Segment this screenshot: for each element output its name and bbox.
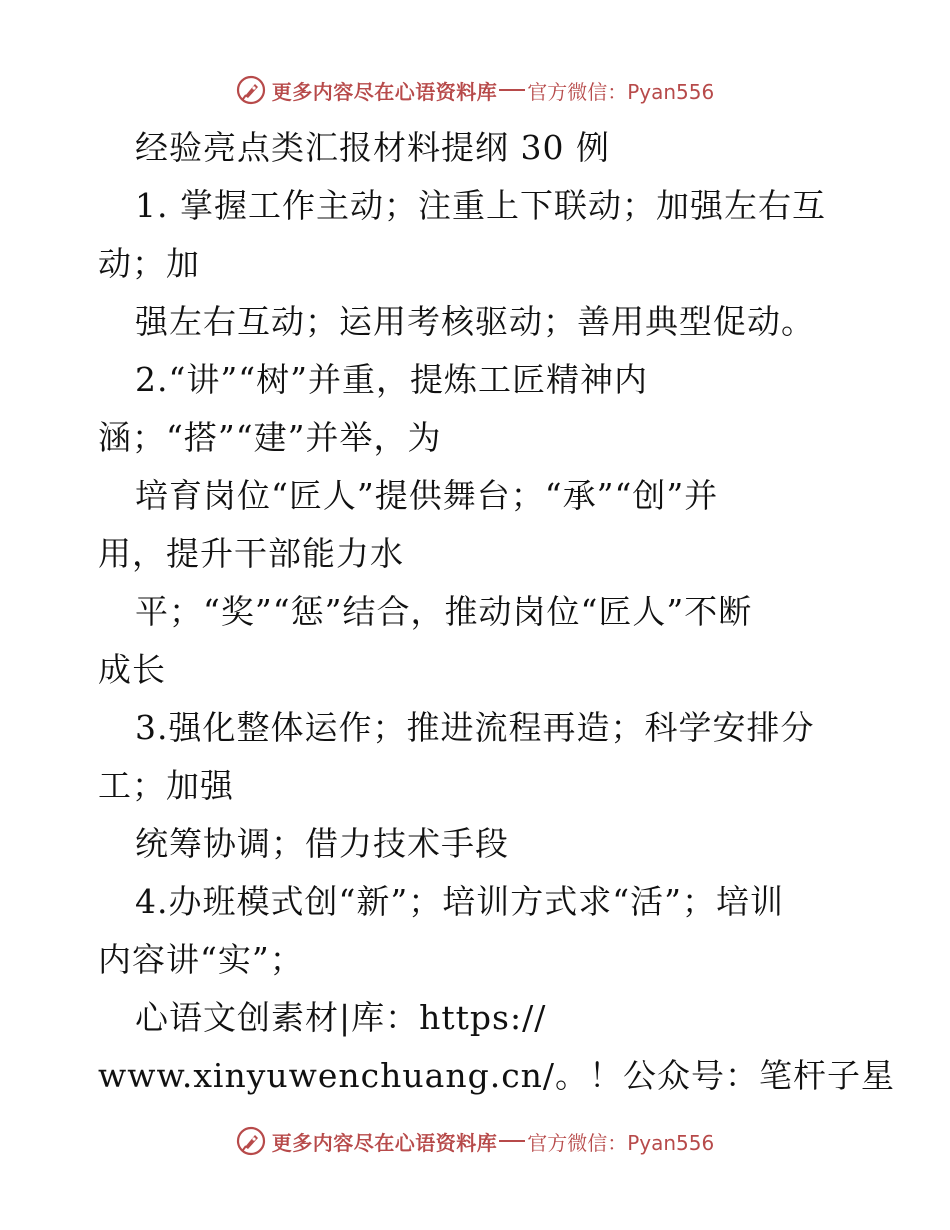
text-line: 动；加: [98, 244, 200, 283]
footer-banner: [0, 1121, 950, 1161]
text-line: 2.“讲”“树”并重，提炼工匠精神内: [135, 360, 648, 399]
banner-contact: 官方微信：Pyan556: [527, 1130, 715, 1155]
banner-contact: 官方微信：Pyan556: [527, 79, 715, 104]
banner-title: 更多内容尽在心语资料库: [271, 79, 498, 104]
banner-divider: [499, 1140, 525, 1142]
text-line: 心语文创素材|库：https://: [135, 998, 547, 1037]
pen-nib-logo-icon: [236, 75, 266, 105]
text-line: 平；“奖”“惩”结合，推动岗位“匠人”不断: [135, 592, 753, 631]
header-banner: [0, 70, 950, 110]
text-line: 成长: [98, 650, 166, 689]
text-line: 用，提升干部能力水: [98, 534, 404, 573]
document-title: 经验亮点类汇报材料提纲 30 例: [135, 128, 610, 167]
text-line: 培育岗位“匠人”提供舞台；“承”“创”并: [135, 476, 719, 515]
text-line: 1. 掌握工作主动；注重上下联动；加强左右互: [135, 186, 826, 225]
text-line: 工；加强: [98, 766, 234, 805]
text-line: 内容讲“实”；: [98, 940, 304, 979]
text-line: 涵；“搭”“建”并举，为: [98, 418, 442, 457]
pen-nib-logo-icon: [236, 1126, 266, 1156]
banner-title: 更多内容尽在心语资料库: [271, 1130, 498, 1155]
text-line: www.xinyuwenchuang.cn/。！公众号：笔杆子星: [98, 1056, 896, 1095]
banner-divider: [499, 89, 525, 91]
text-line: 3.强化整体运作；推进流程再造；科学安排分: [135, 708, 815, 747]
text-line: 4.办班模式创“新”；培训方式求“活”；培训: [135, 882, 784, 921]
text-line: 强左右互动；运用考核驱动；善用典型促动。: [135, 302, 815, 341]
text-line: 统筹协调；借力技术手段: [135, 824, 509, 863]
